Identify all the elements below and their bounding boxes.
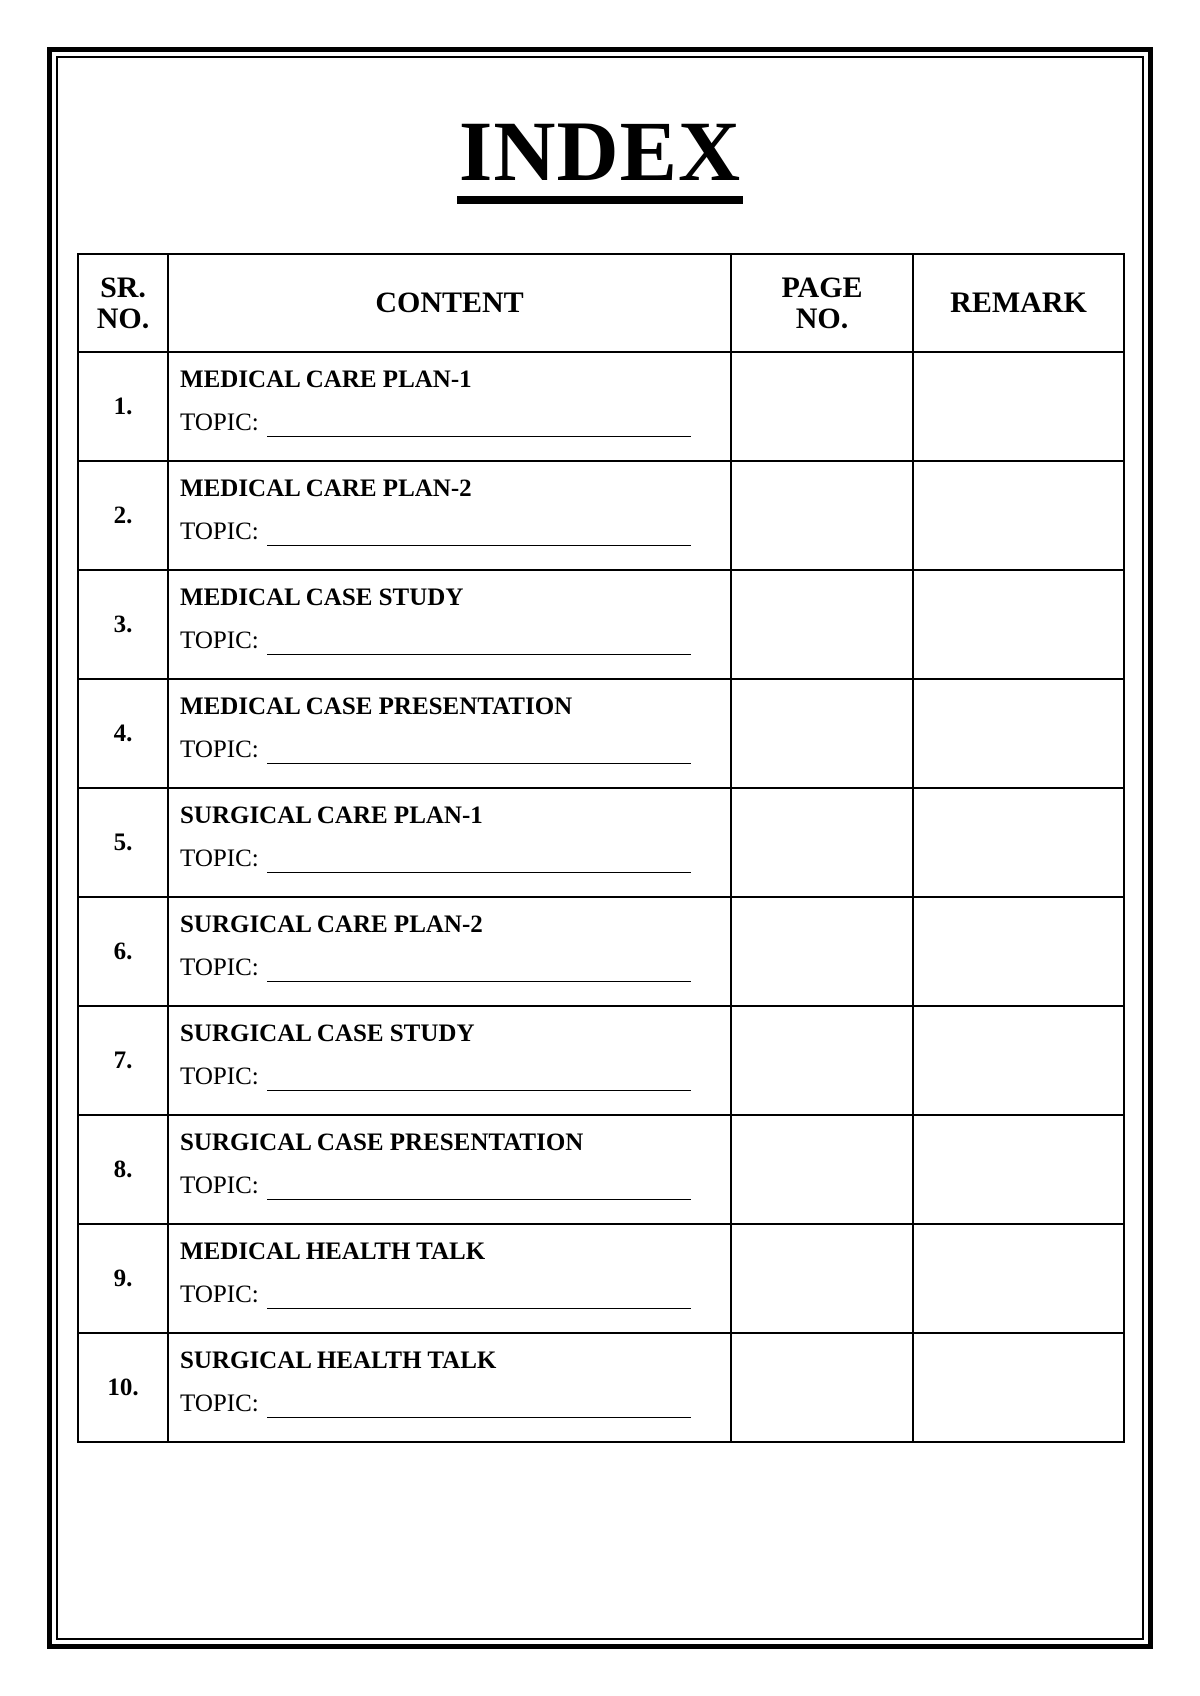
- topic-field[interactable]: [180, 845, 730, 873]
- sr-no-cell: [78, 570, 168, 679]
- remark-cell[interactable]: [913, 1006, 1124, 1115]
- content-cell: [168, 352, 731, 461]
- remark-cell[interactable]: [913, 788, 1124, 897]
- item-title: MEDICAL CASE PRESENTATION: [180, 693, 573, 720]
- header-content: CONTENT: [168, 254, 731, 352]
- remark-cell[interactable]: [913, 461, 1124, 570]
- topic-field[interactable]: [180, 518, 730, 546]
- sr-no-cell: [78, 679, 168, 788]
- content-cell: [168, 1224, 731, 1333]
- header-sr-no: [78, 254, 168, 352]
- page-title: [0, 103, 1200, 204]
- sr-no: 2.: [113, 501, 133, 529]
- table-row: [78, 1115, 1124, 1224]
- topic-blank-line[interactable]: [267, 1395, 691, 1418]
- topic-label: TOPIC:: [180, 1172, 259, 1199]
- topic-label: TOPIC:: [180, 1281, 259, 1308]
- topic-field[interactable]: [180, 627, 730, 655]
- sr-no-cell: [78, 1115, 168, 1224]
- sr-no: 6.: [113, 937, 133, 965]
- header-row: [78, 254, 1124, 352]
- topic-blank-line[interactable]: [267, 1068, 691, 1091]
- page-no-cell[interactable]: [731, 788, 913, 897]
- topic-label: TOPIC:: [180, 627, 259, 654]
- content-cell: [168, 1006, 731, 1115]
- sr-no-cell: [78, 461, 168, 570]
- item-title: MEDICAL HEALTH TALK: [180, 1238, 486, 1265]
- topic-label: TOPIC:: [180, 954, 259, 981]
- content-cell: [168, 461, 731, 570]
- topic-label: TOPIC:: [180, 1063, 259, 1090]
- sr-no: 4.: [113, 719, 133, 747]
- page-title-text: INDEX: [457, 108, 743, 204]
- topic-field[interactable]: [180, 1063, 730, 1091]
- topic-label: TOPIC:: [180, 845, 259, 872]
- sr-no-cell: [78, 897, 168, 1006]
- table-row: [78, 897, 1124, 1006]
- index-table: [77, 253, 1125, 1443]
- topic-label: TOPIC:: [180, 1390, 259, 1417]
- header-page-line2: NO.: [795, 302, 849, 335]
- table-row: [78, 1333, 1124, 1442]
- index-rows: [78, 352, 1124, 1442]
- header-remark: REMARK: [913, 254, 1124, 352]
- sr-no-cell: [78, 1006, 168, 1115]
- sr-no: 9.: [113, 1264, 133, 1292]
- table-row: [78, 1006, 1124, 1115]
- remark-cell[interactable]: [913, 570, 1124, 679]
- page-no-cell[interactable]: [731, 897, 913, 1006]
- content-cell: [168, 1333, 731, 1442]
- topic-field[interactable]: [180, 954, 730, 982]
- topic-blank-line[interactable]: [267, 523, 691, 546]
- item-title: SURGICAL CARE PLAN-1: [180, 802, 483, 829]
- content-cell: [168, 788, 731, 897]
- sr-no-cell: [78, 352, 168, 461]
- topic-blank-line[interactable]: [267, 1286, 691, 1309]
- header-sr-line2: NO.: [96, 302, 150, 335]
- page-no-cell[interactable]: [731, 679, 913, 788]
- item-title: SURGICAL CASE PRESENTATION: [180, 1129, 584, 1156]
- topic-blank-line[interactable]: [267, 741, 691, 764]
- page-no-cell[interactable]: [731, 1333, 913, 1442]
- remark-cell[interactable]: [913, 1333, 1124, 1442]
- topic-blank-line[interactable]: [267, 1177, 691, 1200]
- table-row: [78, 679, 1124, 788]
- topic-blank-line[interactable]: [267, 850, 691, 873]
- topic-blank-line[interactable]: [267, 632, 691, 655]
- page-no-cell[interactable]: [731, 352, 913, 461]
- sr-no-cell: [78, 1333, 168, 1442]
- sr-no-cell: [78, 1224, 168, 1333]
- page-no-cell[interactable]: [731, 461, 913, 570]
- header-page-no: [731, 254, 913, 352]
- sr-no: 1.: [113, 392, 133, 420]
- table-row: [78, 788, 1124, 897]
- sr-no: 3.: [113, 610, 133, 638]
- remark-cell[interactable]: [913, 679, 1124, 788]
- item-title: SURGICAL CASE STUDY: [180, 1020, 475, 1047]
- item-title: MEDICAL CASE STUDY: [180, 584, 464, 611]
- topic-field[interactable]: [180, 736, 730, 764]
- topic-field[interactable]: [180, 409, 730, 437]
- table-row: [78, 570, 1124, 679]
- table-row: [78, 461, 1124, 570]
- topic-label: TOPIC:: [180, 518, 259, 545]
- sr-no: 8.: [113, 1155, 133, 1183]
- sr-no: 7.: [113, 1046, 133, 1074]
- sr-no: 5.: [113, 828, 133, 856]
- content-cell: [168, 1115, 731, 1224]
- item-title: SURGICAL CARE PLAN-2: [180, 911, 483, 938]
- table-row: [78, 1224, 1124, 1333]
- remark-cell[interactable]: [913, 897, 1124, 1006]
- topic-label: TOPIC:: [180, 736, 259, 763]
- page-no-cell[interactable]: [731, 570, 913, 679]
- header-sr-line1: SR.: [100, 270, 146, 304]
- header-page-line1: PAGE: [781, 270, 863, 304]
- sr-no: 10.: [107, 1373, 139, 1401]
- page-no-cell[interactable]: [731, 1006, 913, 1115]
- topic-field[interactable]: [180, 1281, 730, 1309]
- topic-label: TOPIC:: [180, 409, 259, 436]
- page-no-cell[interactable]: [731, 1115, 913, 1224]
- remark-cell[interactable]: [913, 1224, 1124, 1333]
- content-cell: [168, 897, 731, 1006]
- topic-blank-line[interactable]: [267, 959, 691, 982]
- item-title: MEDICAL CARE PLAN-2: [180, 475, 472, 502]
- topic-field[interactable]: [180, 1172, 730, 1200]
- content-cell: [168, 679, 731, 788]
- page-no-cell[interactable]: [731, 1224, 913, 1333]
- topic-blank-line[interactable]: [267, 414, 691, 437]
- content-cell: [168, 570, 731, 679]
- remark-cell[interactable]: [913, 352, 1124, 461]
- topic-field[interactable]: [180, 1390, 730, 1418]
- item-title: SURGICAL HEALTH TALK: [180, 1347, 497, 1374]
- sr-no-cell: [78, 788, 168, 897]
- table-row: [78, 352, 1124, 461]
- item-title: MEDICAL CARE PLAN-1: [180, 366, 472, 393]
- remark-cell[interactable]: [913, 1115, 1124, 1224]
